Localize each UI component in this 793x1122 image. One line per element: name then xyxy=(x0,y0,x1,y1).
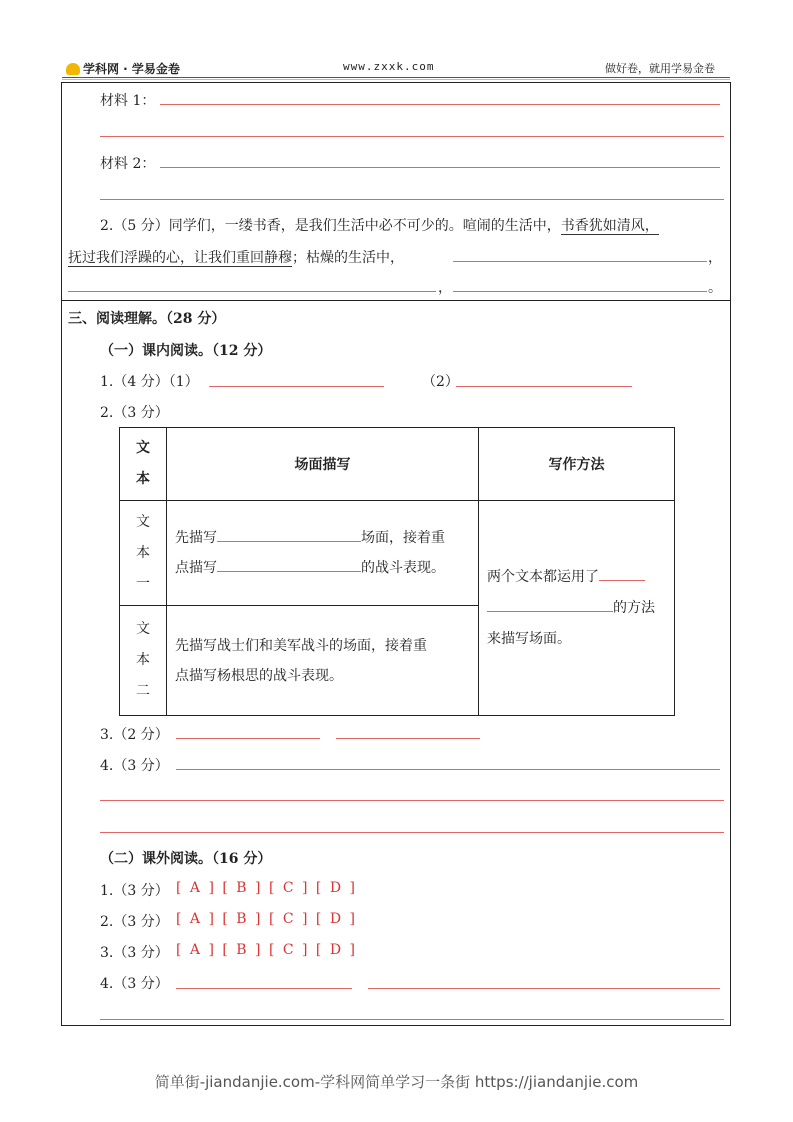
q1-sub2-label: （2） xyxy=(422,374,459,390)
header-scene-cell: 场面描写 xyxy=(167,428,479,501)
row2-text-1: 先描写战士们和美军战斗的场面，接着重 xyxy=(175,637,427,654)
row1-blank-1[interactable] xyxy=(217,525,361,542)
q2-underlined-text-2: 抚过我们浮躁的心，让我们重回静穆 xyxy=(68,250,292,266)
q4b-label: 4.（3 分） xyxy=(100,976,169,992)
q2-comma-2: ， xyxy=(438,280,452,296)
row2-label-char-1: 文 xyxy=(136,621,150,637)
scene-table xyxy=(119,427,675,716)
method-cell xyxy=(479,501,675,716)
row1-text-a: 先描写 xyxy=(175,530,217,546)
page-footer: 简单街-jiandanjie.com-学科网简单学习一条街 https://jiandanjie.com xyxy=(154,1073,639,1091)
q2-text-line2 xyxy=(68,247,404,267)
q2-text-2: ；枯燥的生活中， xyxy=(292,250,404,266)
row1-label-cell xyxy=(120,501,167,606)
row1-text-c: 点描写 xyxy=(175,560,217,576)
mc2-options[interactable]: [ A ] [ B ] [ C ] [ D ] xyxy=(176,911,357,927)
header-text-char-1: 文 xyxy=(136,440,150,456)
q2-answer-line-1[interactable] xyxy=(453,261,707,262)
section3-title: 三、阅读理解。（28 分） xyxy=(68,311,226,327)
q4b-answer-line-1[interactable] xyxy=(176,988,352,989)
material1-answer-line[interactable] xyxy=(160,104,720,105)
mc1-label: 1.（3 分） xyxy=(100,883,169,899)
logo-icon xyxy=(66,63,80,75)
method-blank-2[interactable] xyxy=(487,595,613,612)
header-text-char-2: 本 xyxy=(136,471,150,487)
material2-answer-line-2[interactable] xyxy=(100,199,724,200)
q2-period: 。 xyxy=(708,280,722,296)
q4b-answer-line-2[interactable] xyxy=(368,988,720,989)
row1-text-d: 的战斗表现。 xyxy=(361,560,445,576)
q4-label: 4.（3 分） xyxy=(100,758,169,774)
mc2-label: 2.（3 分） xyxy=(100,914,169,930)
q3-label: 3.（2 分） xyxy=(100,727,169,743)
row1-label-char-1: 文 xyxy=(136,513,150,530)
row2-label-char-3: 二 xyxy=(136,683,150,699)
row1-label-char-3: 一 xyxy=(136,575,150,592)
header-slogan: 做好卷，就用学易金卷 xyxy=(605,62,715,75)
q2-text-line1 xyxy=(100,215,659,235)
part1-title: （一）课内阅读。（12 分） xyxy=(100,343,272,359)
q2-comma-1: ， xyxy=(708,250,722,266)
header-rule-thin xyxy=(62,79,730,80)
q4-answer-line-1[interactable] xyxy=(176,769,720,770)
header-method-cell: 写作方法 xyxy=(479,428,675,501)
mc3-label: 3.（3 分） xyxy=(100,945,169,961)
q1-label: 1.（4 分）（1） xyxy=(100,374,199,390)
q4b-answer-line-3[interactable] xyxy=(100,1019,724,1020)
material2-label: 材料 2： xyxy=(100,156,156,172)
method-text-b: 的方法 xyxy=(613,599,655,616)
q1-answer-line-2[interactable] xyxy=(456,386,632,387)
q2-text: 2.（5 分）同学们，一缕书香，是我们生活中必不可少的。喧闹的生活中， xyxy=(100,218,561,234)
q2-answer-line-3[interactable] xyxy=(453,291,707,292)
q3-answer-line-2[interactable] xyxy=(336,738,480,739)
q4-answer-line-3[interactable] xyxy=(100,832,724,833)
header-rule xyxy=(62,77,730,78)
material1-answer-line-2[interactable] xyxy=(100,136,724,137)
row2-scene-cell xyxy=(167,606,479,716)
q2-answer-line-2[interactable] xyxy=(68,291,436,292)
header-logo xyxy=(66,60,180,77)
row1-blank-2[interactable] xyxy=(217,555,361,572)
q4-answer-line-2[interactable] xyxy=(100,800,724,801)
material2-answer-line[interactable] xyxy=(160,167,720,168)
row2-label-char-2: 本 xyxy=(136,652,150,668)
row2-text-2: 点描写杨根思的战斗表现。 xyxy=(175,667,343,684)
mc3-options[interactable]: [ A ] [ B ] [ C ] [ D ] xyxy=(176,942,357,958)
part2-title: （二）课外阅读。（16 分） xyxy=(100,851,272,867)
q2-table-label: 2.（3 分） xyxy=(100,405,169,421)
method-text-a: 两个文本都运用了 xyxy=(487,568,599,585)
section-divider xyxy=(61,300,731,301)
header-text-cell xyxy=(120,428,167,501)
row1-label-char-2: 本 xyxy=(136,544,150,561)
method-text-c: 来描写场面。 xyxy=(487,630,571,647)
material1-label: 材料 1： xyxy=(100,93,156,109)
header-url: www.zxxk.com xyxy=(343,60,435,73)
mc1-options[interactable]: [ A ] [ B ] [ C ] [ D ] xyxy=(176,880,357,896)
q1-answer-line-1[interactable] xyxy=(209,386,384,387)
row2-label-cell xyxy=(120,606,167,716)
row1-text-b: 场面，接着重 xyxy=(361,530,445,546)
logo-text: 学科网 · 学易金卷 xyxy=(83,62,180,76)
row1-scene-cell xyxy=(167,501,479,606)
q3-answer-line-1[interactable] xyxy=(176,738,320,739)
method-blank-1[interactable] xyxy=(599,564,645,581)
q2-underlined-text-1: 书香犹如清风， xyxy=(560,218,659,234)
